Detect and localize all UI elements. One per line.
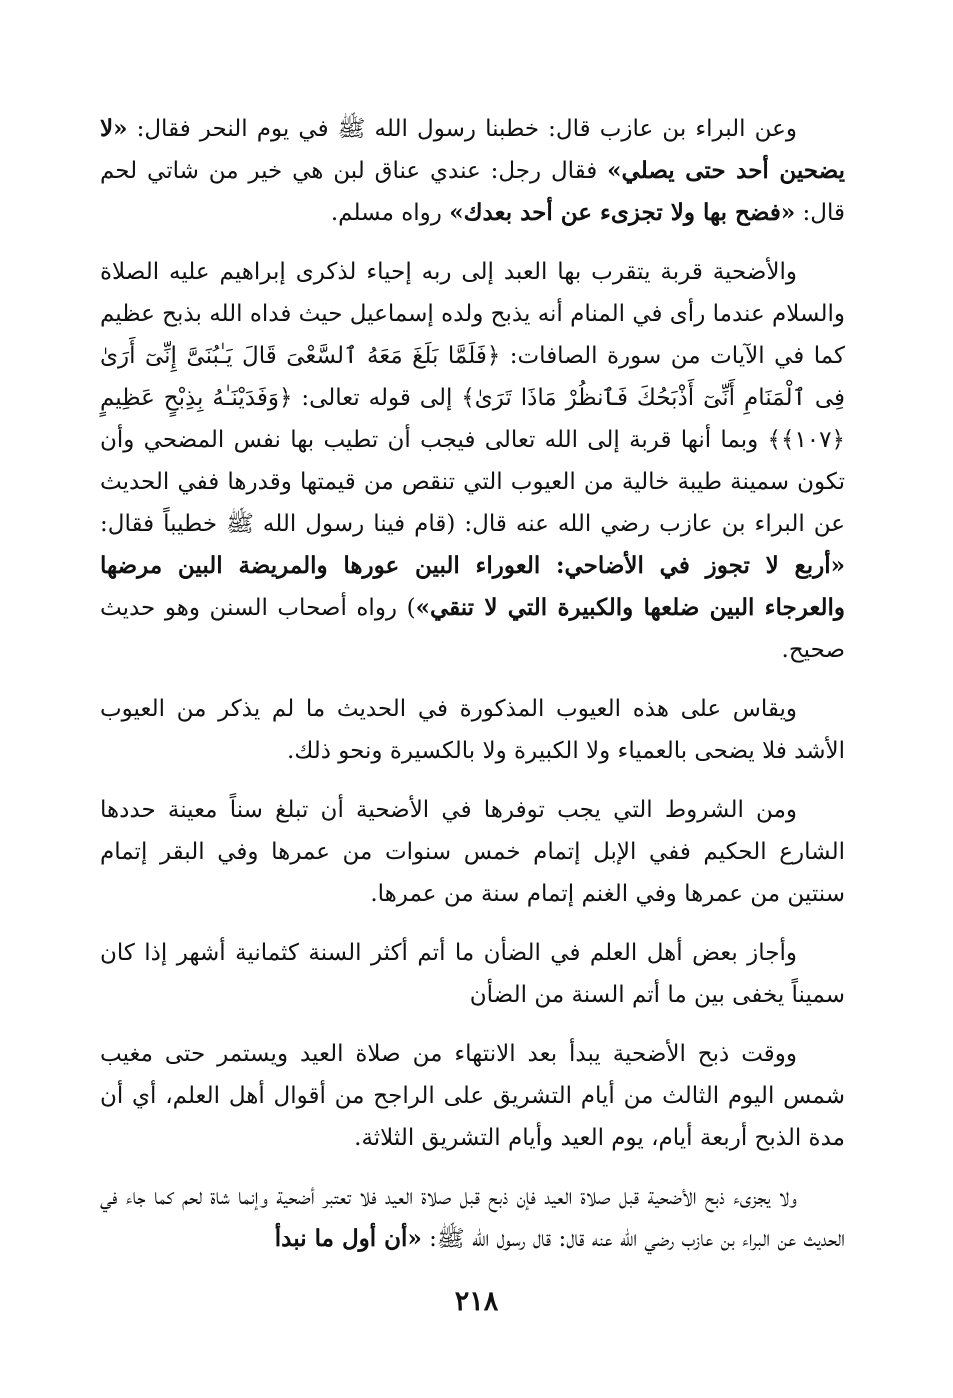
paragraph-5: وأجاز بعض أهل العلم في الضأن ما أتم أكثر السنة كثمانية أشهر إذا كان سميناً يخفى بين ما أتم السنة من الضأن: [100, 940, 845, 1008]
paragraph-6: ووقت ذبح الأضحية يبدأ بعد الانتهاء من صلاة العيد ويستمر حتى مغيب شمس اليوم الثالث من أيام التشريق على الراجح من أقوال أهل العلم، أي أن مدة الذبح أربعة أيام، يوم العيد وأيام التشريق الثلاثة.: [100, 1041, 845, 1151]
paragraph-1: [100, 108, 845, 234]
body-text: [100, 108, 845, 1277]
text-run: فقال رجل: عندي عناق لبن هي خير من شاتي لحم قال:: [100, 158, 845, 226]
text-run: وبما أنها قربة إلى الله تعالى فيجب أن تطيب بها نفس المضحي وأن تكون سمينة طيبة خالية من العيوب التي تنقص من قيمتها وقدرها ففي الحديث عن البراء بن عازب رضي الله عنه قال: (قام فينا رسول الله ﷺ خطيباً فقال:: [100, 427, 845, 537]
text-run: ولا يجزىء ذبح الأضحية قبل صلاة العيد فإن ذبح قبل صلاة العيد فلا تعتبر أضحية وإنما شاة لحم كما جاء في الحديث عن البراء بن عازب رضي الله عنه قال: قال رسول الله ﷺ:: [100, 1184, 845, 1252]
hadith-quote: «أن أول ما نبدأ: [274, 1225, 422, 1252]
text-run: رواه مسلم.: [330, 200, 450, 226]
quran-verse: ﴿فَلَمَّا بَلَغَ مَعَهُ ٱلسَّعْىَ قَالَ يَـٰبُنَىَّ إِنِّىٓ أَرَىٰ فِى ٱلْمَنَامِ أَنِّىٓ أَذْبَحُكَ فَٱنظُرْ مَاذَا تَرَىٰ﴾: [100, 343, 845, 411]
text-run: إلى قوله تعالى:: [292, 385, 462, 411]
paragraph-4: ومن الشروط التي يجب توفرها في الأضحية أن تبلغ سناً معينة حددها الشارع الحكيم ففي الإبل إتمام خمس سنوات من عمرها وفي البقر إتمام سنتين من عمرها وفي الغنم إتمام سنة من عمرها.: [100, 797, 845, 907]
hadith-quote: «فضح بها ولا تجزىء عن أحد بعدك»: [449, 199, 796, 226]
paragraph-2: [100, 251, 845, 671]
page-number: ٢١٨: [454, 1286, 499, 1317]
text-run: ) رواه أصحاب السنن وهو حديث صحيح.: [100, 595, 845, 663]
text-run: وعن البراء بن عازب قال: خطبنا رسول الله ﷺ في يوم النحر فقال:: [127, 116, 797, 142]
quran-verse: ﴿وَفَدَيْنَـٰهُ بِذِبْحٍ عَظِيمٍ ﴿١٠٧﴾﴾: [100, 385, 845, 453]
paragraph-7: [100, 1176, 845, 1260]
hadith-quote: «لا يضحين أحد حتى يصلي»: [100, 115, 846, 184]
paragraph-3: ويقاس على هذه العيوب المذكورة في الحديث ما لم يذكر من العيوب الأشد فلا يضحى بالعمياء ولا الكبيرة ولا بالكسيرة ونحو ذلك.: [100, 696, 845, 764]
text-run: والأضحية قربة يتقرب بها العبد إلى ربه إحياء لذكرى إبراهيم عليه الصلاة والسلام عندما رأى في المنام أنه يذبح ولده إسماعيل حيث فداه الله بذبح عظيم كما في الآيات من سورة الصافات:: [100, 259, 845, 369]
hadith-quote: «أربع لا تجوز في الأضاحي: العوراء البين عورها والمريضة البين مرضها والعرجاء البين ضلعها والكبيرة التي لا تنقي»: [100, 552, 845, 621]
